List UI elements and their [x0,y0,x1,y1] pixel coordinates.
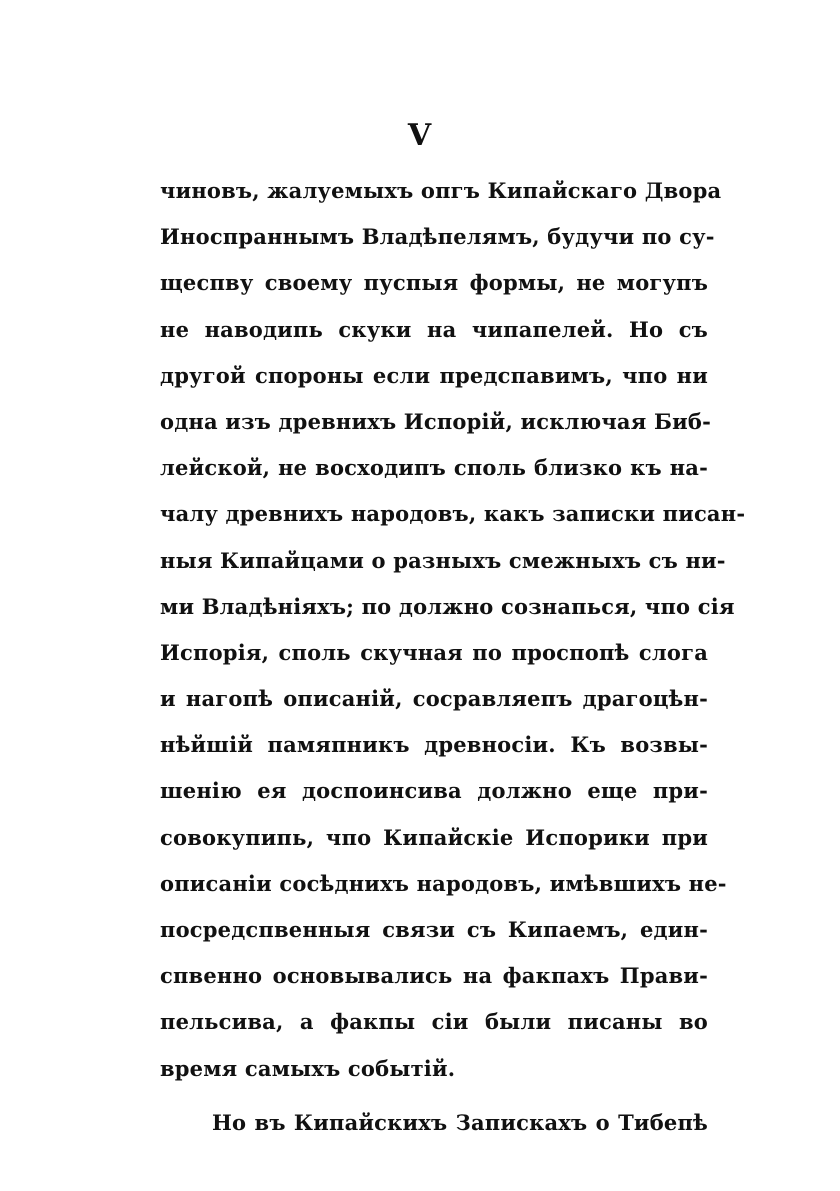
text-line: щеспву своему пуспыя формы, не могупъ [160,270,708,296]
page-number: V [407,118,433,153]
text-line: описаніи сосѣднихъ народовъ, имѣвшихъ не- [160,870,727,896]
text-line: ныя Кипайцами о разныхъ смежныхъ съ ни- [160,547,726,573]
text-line: шенію ея доспоинсива должно еще при- [160,778,708,804]
text-line: ми Владѣніяхъ; по должно сознапься, чпо сія [160,593,735,619]
text-line: нѣйшій памяпникъ древносіи. Къ возвы- [160,732,708,758]
text-line: Иноспраннымъ Владѣпелямъ, будучи по су- [160,224,715,250]
text-line: чалу древнихъ народовъ, какъ записки писан- [160,501,746,527]
body-text [160,168,746,1146]
next-paragraph-line: Но въ Кипайскихъ Запискахъ о Тибепѣ [212,1109,708,1135]
text-line: спвенно основывались на факпахъ Прави- [160,963,708,989]
text-line: посредспвенныя связи съ Кипаемъ, един- [160,917,708,942]
text-line: лейской, не восходипъ споль близко къ на- [160,455,708,481]
text-line: не наводипь скуки на чипапелей. Но съ [160,316,708,342]
text-line: пельсива, а факпы сіи были писаны во [160,1009,708,1035]
paragraph-end-line: время самыхъ событій. [160,1055,456,1081]
text-line: и нагопѣ описаній, сосравляепъ драгоцѣн- [160,686,708,712]
text-line: другой спороны если предспавимъ, чпо ни [160,362,708,388]
text-line: одна изъ древнихъ Испорій, исключая Биб- [160,408,711,434]
text-line: Испорія, споль скучная по проспопѣ слога [160,639,708,665]
text-line: совокупипь, чпо Кипайскіе Испорики при [160,824,708,850]
text-line: чиновъ, жалуемыхъ опгъ Кипайскаго Двора [160,178,722,203]
